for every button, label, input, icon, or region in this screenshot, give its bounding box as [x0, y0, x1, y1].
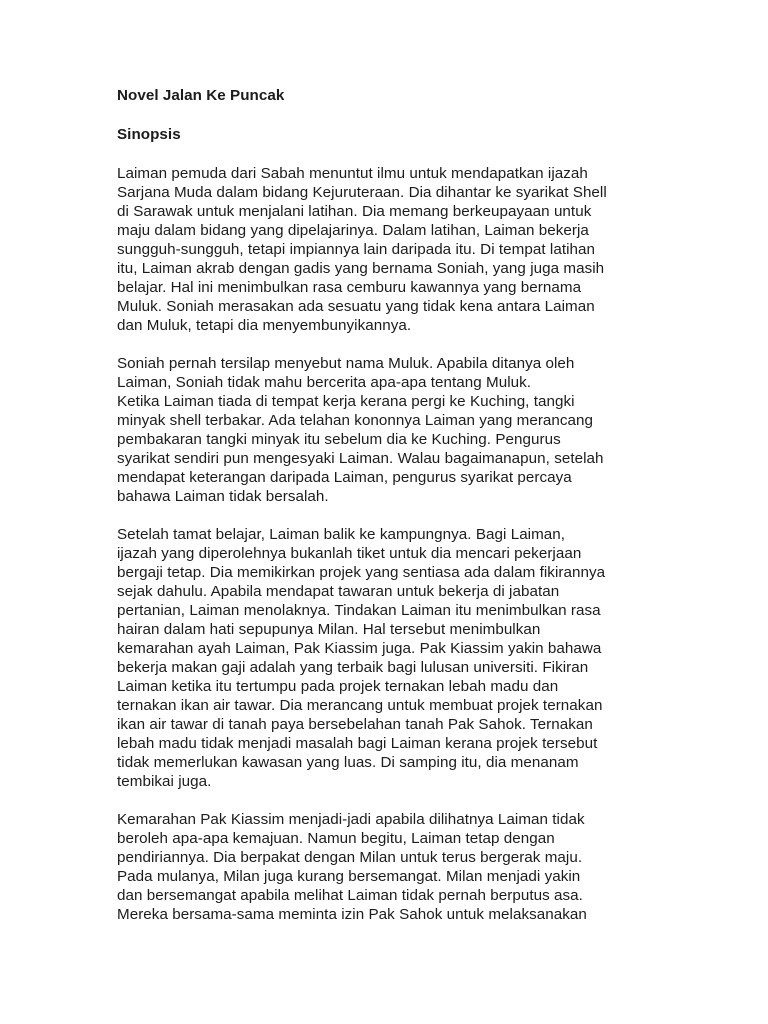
text-line: syarikat sendiri pun mengesyaki Laiman. Walau bagaimanapun, setelah [117, 450, 604, 467]
text-line: tembikai juga. [117, 773, 212, 790]
text-line: mendapat keterangan daripada Laiman, pengurus syarikat percaya [117, 469, 572, 486]
text-line: Laiman ketika itu tertumpu pada projek ternakan lebah madu dan [117, 678, 559, 695]
text-line: sungguh-sungguh, tetapi impiannya lain daripada itu. Di tempat latihan [117, 241, 595, 258]
paragraph-4 [117, 810, 657, 924]
text-line: tidak memerlukan kawasan yang luas. Di samping itu, dia menanam [117, 754, 579, 771]
text-line: bahawa Laiman tidak bersalah. [117, 488, 329, 505]
section-heading-sinopsis: Sinopsis [117, 126, 181, 143]
document-page [117, 86, 657, 924]
text-line: Laiman pemuda dari Sabah menuntut ilmu untuk mendapatkan ijazah [117, 165, 588, 182]
text-line: Muluk. Soniah merasakan ada sesuatu yang tidak kena antara Laiman [117, 298, 595, 315]
text-line: bergaji tetap. Dia memikirkan projek yang sentiasa ada dalam fikirannya [117, 564, 606, 581]
text-line: di Sarawak untuk menjalani latihan. Dia memang berkeupayaan untuk [117, 203, 592, 220]
paragraph-3 [117, 525, 657, 791]
text-line: Sarjana Muda dalam bidang Kejuruteraan. Dia dihantar ke syarikat Shell [117, 184, 607, 201]
text-line: Ketika Laiman tiada di tempat kerja kerana pergi ke Kuching, tangki [117, 393, 575, 410]
text-line: bekerja makan gaji adalah yang terbaik bagi lulusan universiti. Fikiran [117, 659, 589, 676]
text-line: hairan dalam hati sepupunya Milan. Hal tersebut menimbulkan [117, 621, 541, 638]
text-line: pertanian, Laiman menolaknya. Tindakan Laiman itu menimbulkan rasa [117, 602, 601, 619]
text-line: Soniah pernah tersilap menyebut nama Muluk. Apabila ditanya oleh [117, 355, 575, 372]
document-title: Novel Jalan Ke Puncak [117, 87, 285, 104]
paragraph-1 [117, 164, 657, 335]
text-line: sejak dahulu. Apabila mendapat tawaran untuk bekerja di jabatan [117, 583, 560, 600]
text-line: Setelah tamat belajar, Laiman balik ke kampungnya. Bagi Laiman, [117, 526, 566, 543]
text-line: Mereka bersama-sama meminta izin Pak Sahok untuk melaksanakan [117, 906, 587, 923]
text-line: dan bersemangat apabila melihat Laiman tidak pernah berputus asa. [117, 887, 583, 904]
synopsis-body [117, 164, 657, 924]
text-line: ijazah yang diperolehnya bukanlah tiket untuk dia mencari pekerjaan [117, 545, 582, 562]
text-line: Pada mulanya, Milan juga kurang bersemangat. Milan menjadi yakin [117, 868, 581, 885]
text-line: Laiman, Soniah tidak mahu bercerita apa-apa tentang Muluk. [117, 374, 532, 391]
text-line: minyak shell terbakar. Ada telahan kononnya Laiman yang merancang [117, 412, 594, 429]
text-line: pendiriannya. Dia berpakat dengan Milan untuk terus bergerak maju. [117, 849, 583, 866]
text-line: Kemarahan Pak Kiassim menjadi-jadi apabila dilihatnya Laiman tidak [117, 811, 585, 828]
text-line: maju dalam bidang yang dipelajarinya. Dalam latihan, Laiman bekerja [117, 222, 589, 239]
text-line: pembakaran tangki minyak itu sebelum dia ke Kuching. Pengurus [117, 431, 561, 448]
text-line: dan Muluk, tetapi dia menyembunyikannya. [117, 317, 412, 334]
text-line: beroleh apa-apa kemajuan. Namun begitu, Laiman tetap dengan [117, 830, 555, 847]
text-line: kemarahan ayah Laiman, Pak Kiassim juga. Pak Kiassim yakin bahawa [117, 640, 602, 657]
text-line: ikan air tawar di tanah paya bersebelahan tanah Pak Sahok. Ternakan [117, 716, 593, 733]
text-line: belajar. Hal ini menimbulkan rasa cemburu kawannya yang bernama [117, 279, 582, 296]
text-line: ternakan ikan air tawar. Dia merancang untuk membuat projek ternakan [117, 697, 603, 714]
text-line: itu, Laiman akrab dengan gadis yang bernama Soniah, yang juga masih [117, 260, 605, 277]
text-line: lebah madu tidak menjadi masalah bagi Laiman kerana projek tersebut [117, 735, 598, 752]
paragraph-2 [117, 354, 657, 506]
